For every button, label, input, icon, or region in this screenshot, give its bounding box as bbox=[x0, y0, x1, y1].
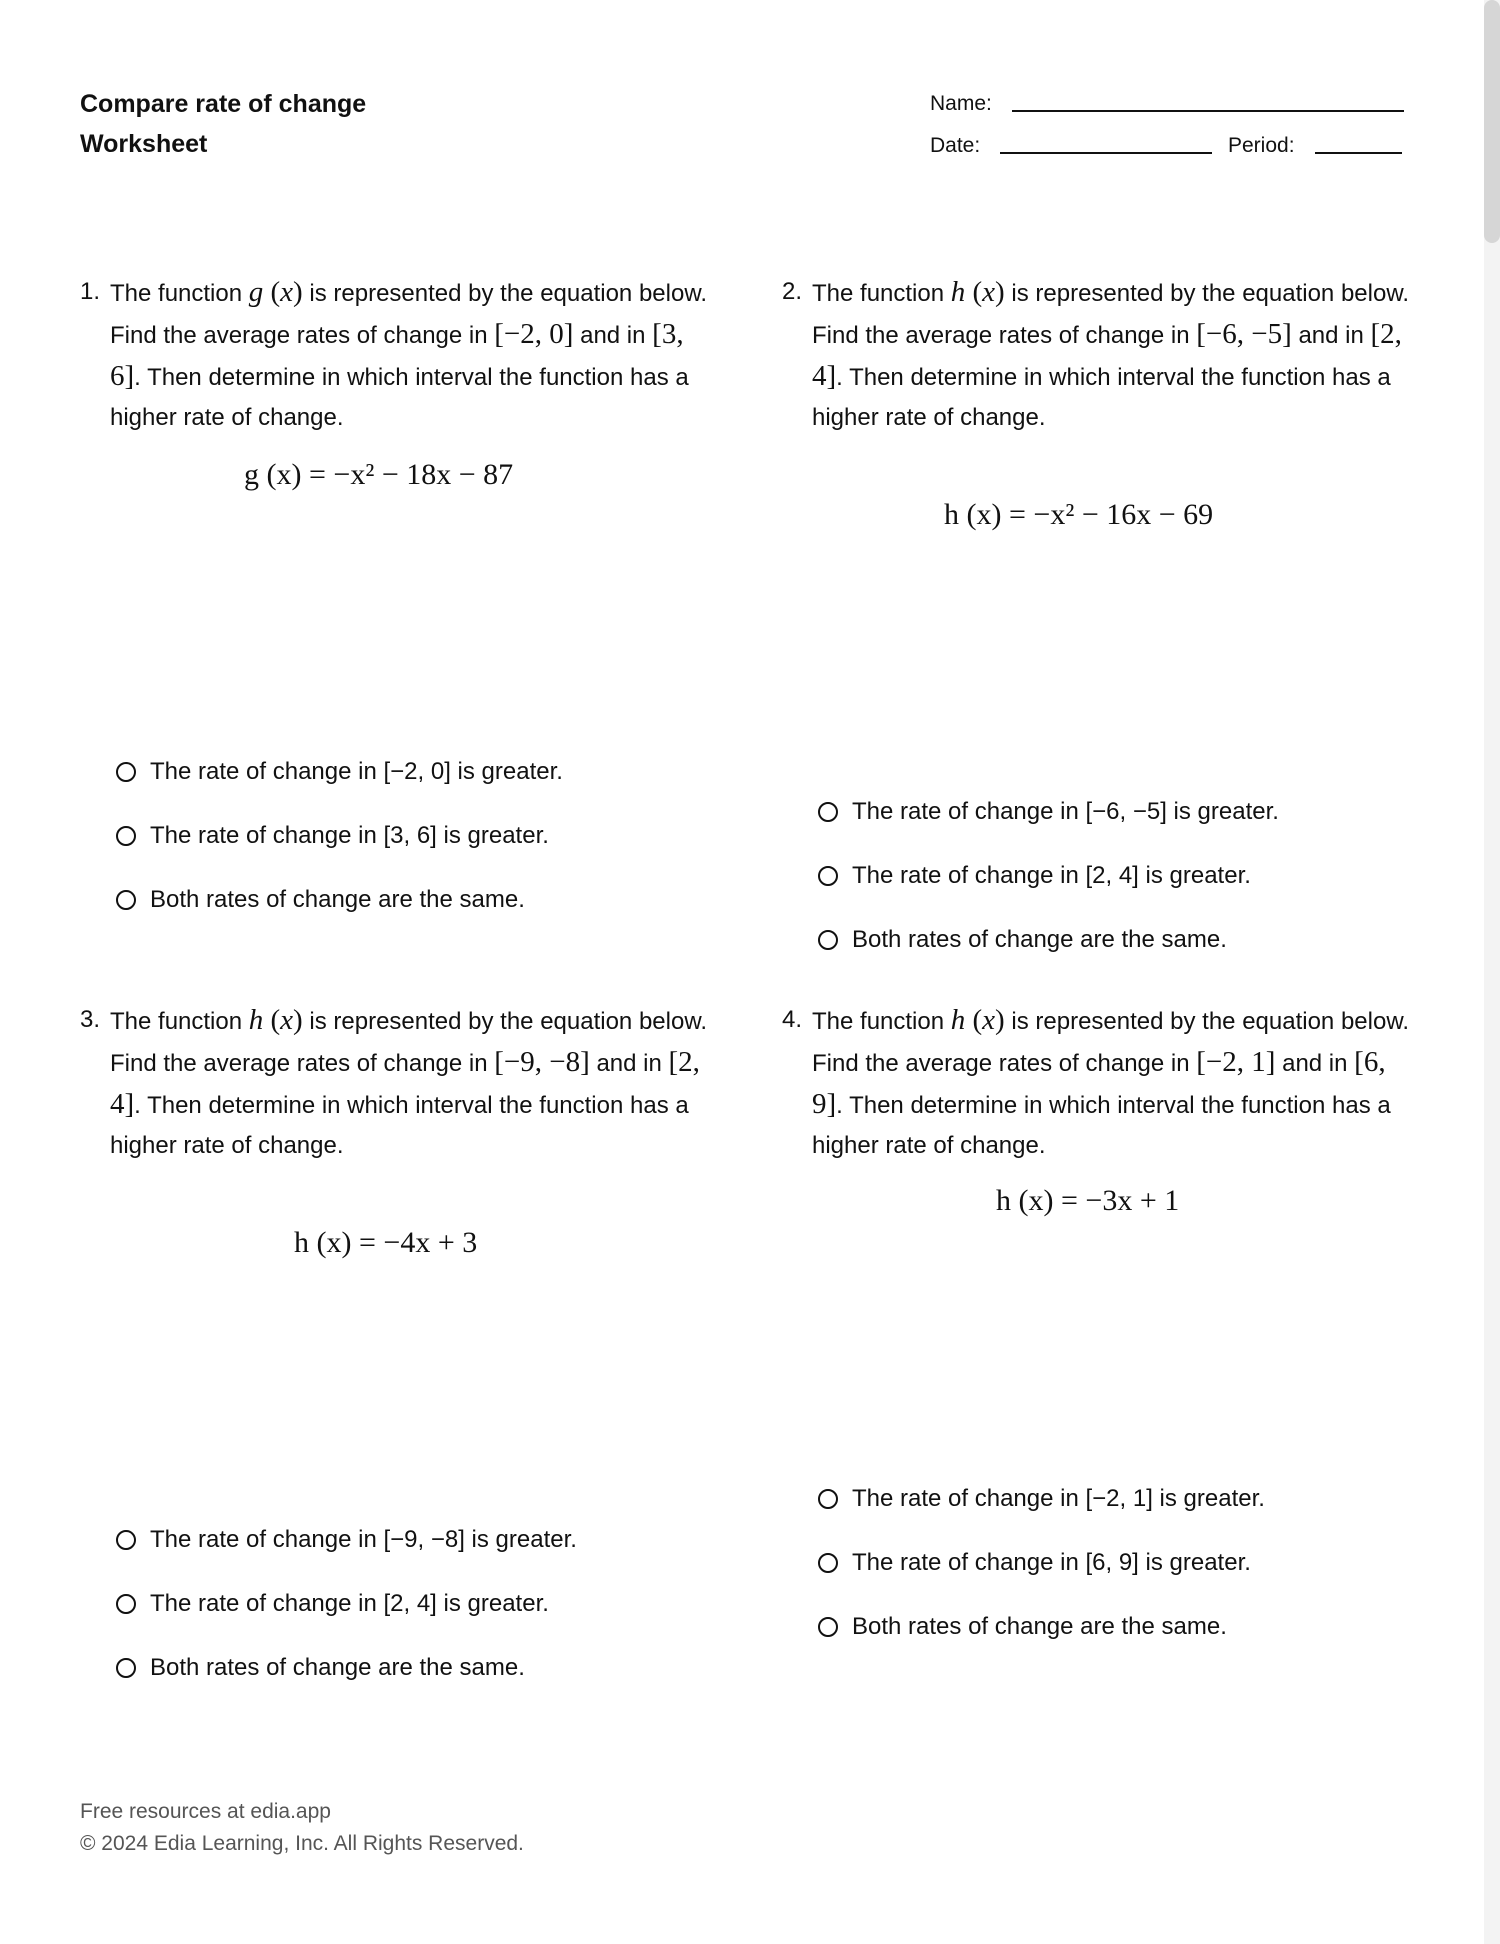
answer-option[interactable]: Both rates of change are the same. bbox=[116, 868, 736, 932]
worksheet-title bbox=[80, 84, 366, 164]
date-label: Date: bbox=[930, 134, 981, 157]
answer-option[interactable]: The rate of change in [2, 4] is greater. bbox=[116, 1572, 736, 1636]
radio-button-icon[interactable] bbox=[818, 930, 838, 950]
equation-4: h (x) = −3x + 1 bbox=[996, 1184, 1180, 1217]
title-line-2: Worksheet bbox=[80, 130, 208, 158]
name-label: Name: bbox=[930, 92, 992, 115]
footer-resources-link[interactable]: Free resources at edia.app bbox=[80, 1800, 331, 1823]
interval-2: [2, 4] bbox=[110, 1046, 700, 1120]
answer-options-3 bbox=[116, 1508, 736, 1700]
answer-option[interactable]: Both rates of change are the same. bbox=[818, 908, 1438, 972]
date-field-line[interactable] bbox=[1000, 152, 1212, 154]
question-number: 4. bbox=[782, 1006, 803, 1033]
question-number: 2. bbox=[782, 278, 803, 305]
footer bbox=[80, 1796, 524, 1860]
radio-button-icon[interactable] bbox=[818, 802, 838, 822]
function-name: h (x) bbox=[950, 276, 1005, 308]
period-label: Period: bbox=[1228, 134, 1295, 157]
footer-copyright: © 2024 Edia Learning, Inc. All Rights Reserved. bbox=[80, 1832, 524, 1855]
function-name: h (x) bbox=[248, 1004, 303, 1036]
interval-1: [−2, 0] bbox=[494, 318, 574, 350]
function-name: g (x) bbox=[248, 276, 303, 308]
answer-option[interactable]: The rate of change in [−6, −5] is greater. bbox=[818, 780, 1438, 844]
answer-options-1 bbox=[116, 740, 736, 932]
answer-option[interactable]: The rate of change in [3, 6] is greater. bbox=[116, 804, 736, 868]
function-name: h (x) bbox=[950, 1004, 1005, 1036]
name-field-line[interactable] bbox=[1012, 110, 1404, 112]
question-4 bbox=[782, 1000, 1422, 1166]
radio-button-icon[interactable] bbox=[116, 762, 136, 782]
interval-1: [−2, 1] bbox=[1196, 1046, 1276, 1078]
radio-button-icon[interactable] bbox=[116, 1594, 136, 1614]
scrollbar-thumb[interactable] bbox=[1484, 0, 1500, 243]
interval-2: [3, 6] bbox=[110, 318, 684, 392]
question-2 bbox=[782, 272, 1422, 438]
equation-1: g (x) = −x² − 18x − 87 bbox=[244, 458, 514, 491]
answer-option[interactable]: The rate of change in [2, 4] is greater. bbox=[818, 844, 1438, 908]
answer-options-4 bbox=[818, 1467, 1438, 1659]
radio-button-icon[interactable] bbox=[116, 890, 136, 910]
question-text: The function h (x) is represented by the equation below. Find the average rates of change in [−2, 1] and in [6, 9]. Then determine in which interval the function has a higher rate of change. bbox=[812, 1004, 1409, 1159]
answer-option[interactable]: The rate of change in [−2, 0] is greater. bbox=[116, 740, 736, 804]
question-text: The function g (x) is represented by the equation below. Find the average rates of change in [−2, 0] and in [3, 6]. Then determine in which interval the function has a higher rate of change. bbox=[110, 276, 707, 431]
answer-options-2 bbox=[818, 780, 1438, 972]
question-1 bbox=[80, 272, 720, 438]
radio-button-icon[interactable] bbox=[116, 1530, 136, 1550]
answer-option[interactable]: The rate of change in [−9, −8] is greater. bbox=[116, 1508, 736, 1572]
radio-button-icon[interactable] bbox=[818, 1489, 838, 1509]
question-text: The function h (x) is represented by the equation below. Find the average rates of change in [−6, −5] and in [2, 4]. Then determine in which interval the function has a higher rate of change. bbox=[812, 276, 1409, 431]
question-number: 1. bbox=[80, 278, 101, 305]
vertical-scrollbar[interactable] bbox=[1484, 0, 1500, 1944]
interval-1: [−9, −8] bbox=[494, 1046, 590, 1078]
radio-button-icon[interactable] bbox=[818, 1617, 838, 1637]
question-number: 3. bbox=[80, 1006, 101, 1033]
answer-option[interactable]: Both rates of change are the same. bbox=[116, 1636, 736, 1700]
question-text: The function h (x) is represented by the equation below. Find the average rates of change in [−9, −8] and in [2, 4]. Then determine in which interval the function has a higher rate of change. bbox=[110, 1004, 707, 1159]
answer-option[interactable]: The rate of change in [−2, 1] is greater. bbox=[818, 1467, 1438, 1531]
answer-option[interactable]: Both rates of change are the same. bbox=[818, 1595, 1438, 1659]
title-line-1: Compare rate of change bbox=[80, 90, 367, 118]
answer-option[interactable]: The rate of change in [6, 9] is greater. bbox=[818, 1531, 1438, 1595]
interval-2: [6, 9] bbox=[812, 1046, 1386, 1120]
equation-3: h (x) = −4x + 3 bbox=[294, 1226, 478, 1259]
interval-2: [2, 4] bbox=[812, 318, 1402, 392]
period-field-line[interactable] bbox=[1315, 152, 1402, 154]
question-3 bbox=[80, 1000, 720, 1166]
interval-1: [−6, −5] bbox=[1196, 318, 1292, 350]
radio-button-icon[interactable] bbox=[818, 1553, 838, 1573]
equation-2: h (x) = −x² − 16x − 69 bbox=[944, 498, 1214, 531]
radio-button-icon[interactable] bbox=[116, 1658, 136, 1678]
radio-button-icon[interactable] bbox=[116, 826, 136, 846]
radio-button-icon[interactable] bbox=[818, 866, 838, 886]
